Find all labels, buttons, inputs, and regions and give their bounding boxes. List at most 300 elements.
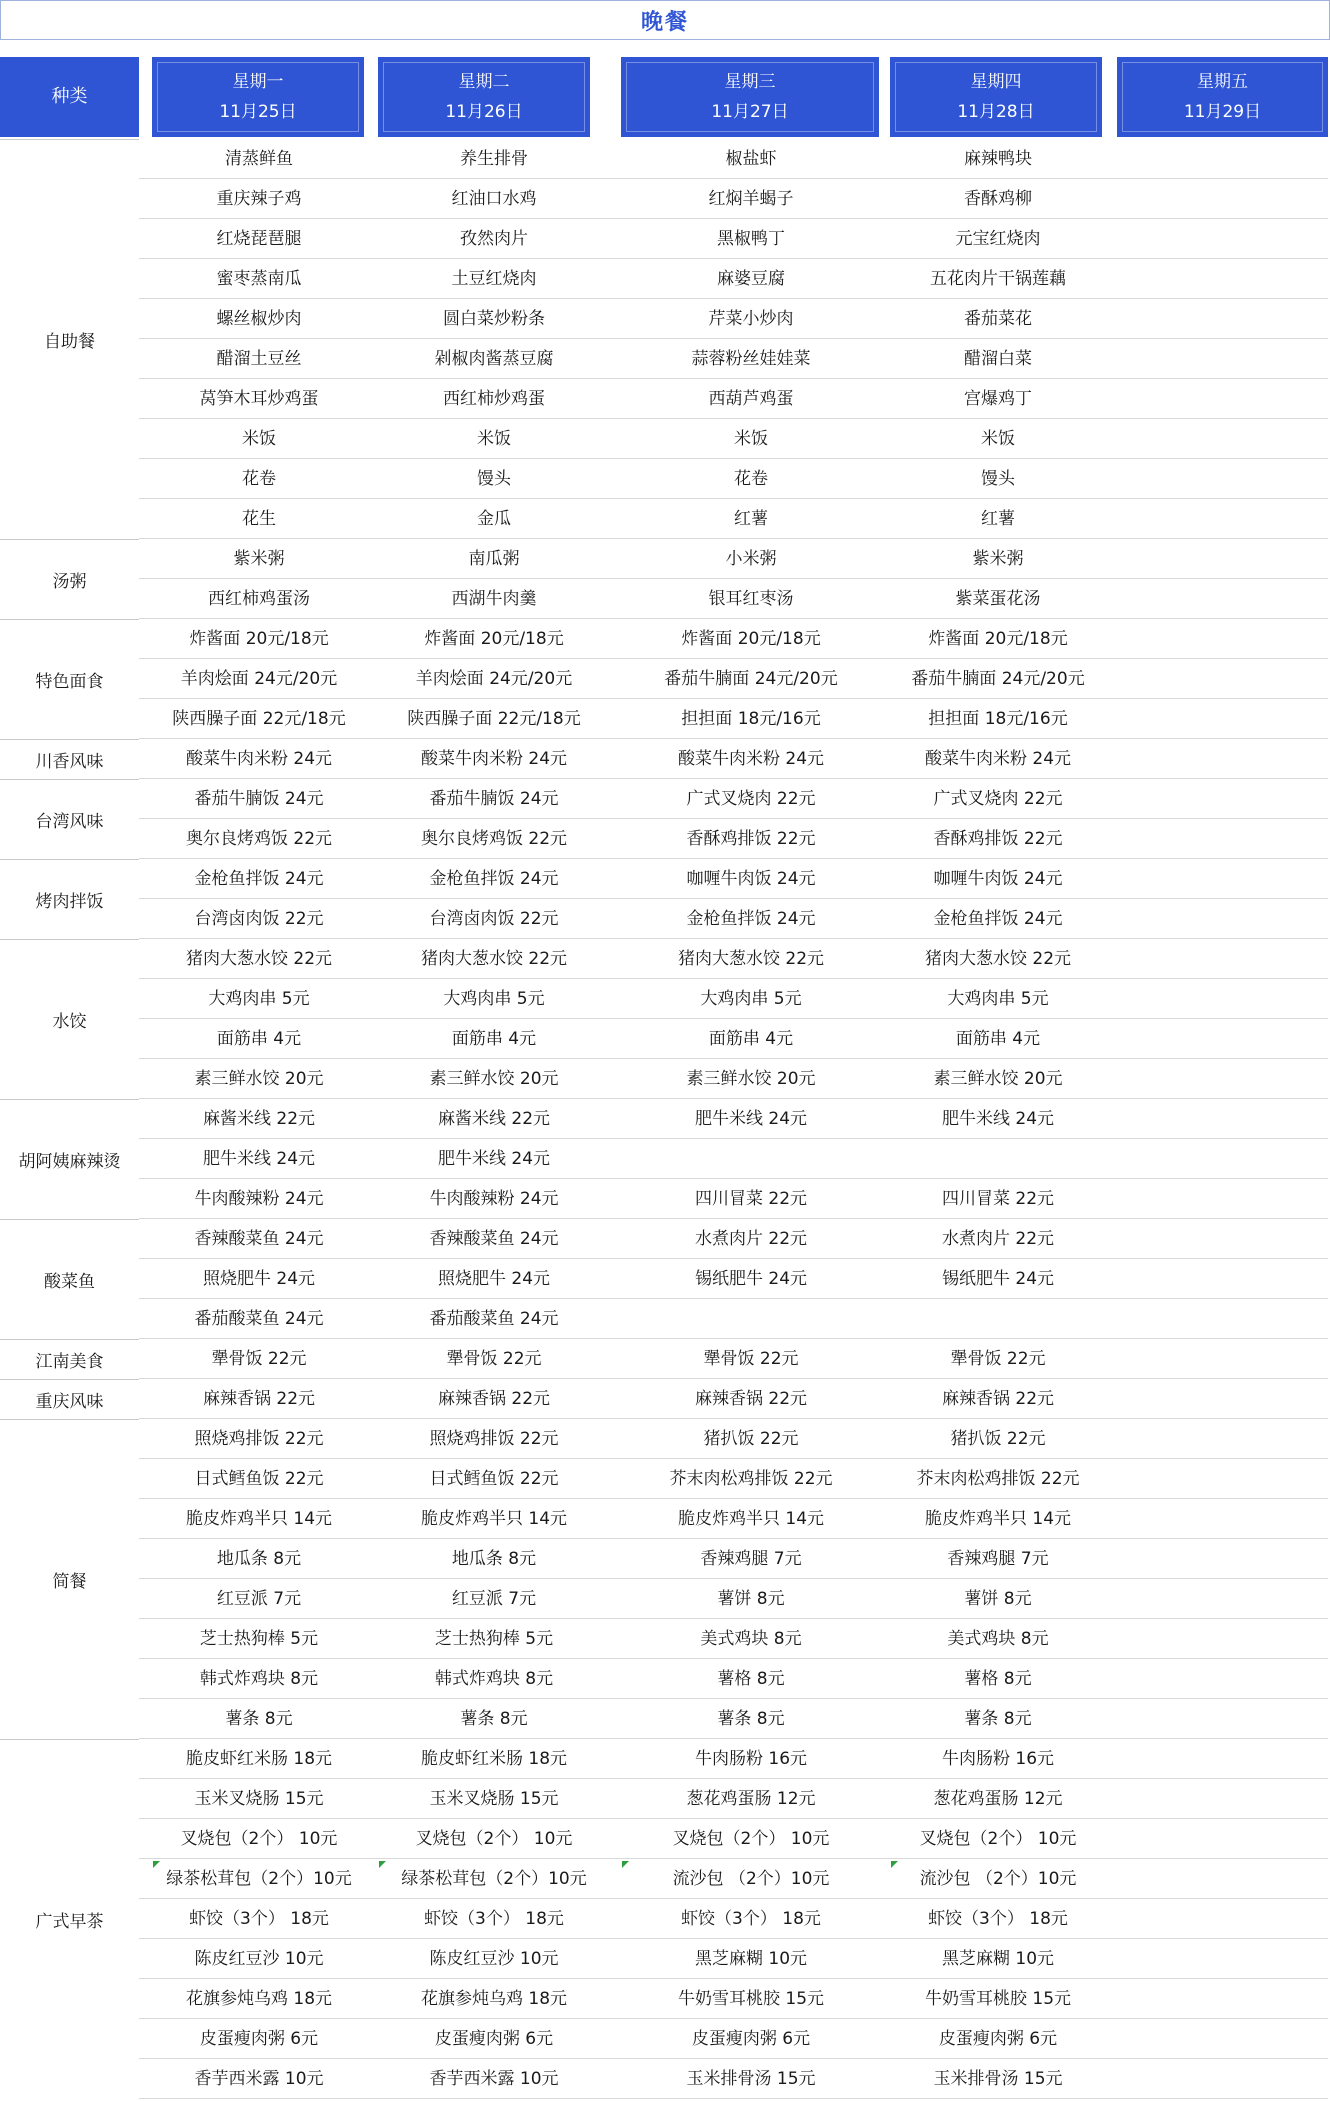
menu-cell-day-1: 金枪鱼拌饭 24元	[194, 869, 324, 889]
header-day-3	[621, 57, 879, 137]
menu-cell-day-1: 绿茶松茸包（2个）10元	[166, 1869, 352, 1889]
menu-cell-day-1: 花旗参炖乌鸡 18元	[185, 1989, 333, 2009]
menu-cell-day-2: 馒头	[477, 469, 511, 489]
menu-cell-day-5	[1092, 619, 1330, 659]
menu-cell-day-3: 蒜蓉粉丝娃娃菜	[691, 349, 811, 369]
page-title: 晚餐	[0, 0, 1330, 40]
menu-cell-day-1: 薯条 8元	[225, 1709, 293, 1729]
table-row	[139, 1939, 1328, 1979]
menu-cell-day-5	[1092, 179, 1330, 219]
menu-cell-day-3: 广式叉烧肉 22元	[686, 789, 816, 809]
category-label: 重庆风味	[0, 1379, 139, 1419]
menu-cell-day-5	[1092, 419, 1330, 459]
menu-cell-day-4	[868, 1299, 1128, 1339]
table-row	[139, 379, 1328, 419]
table-row	[139, 2019, 1328, 2059]
menu-cell-day-1: 叉烧包（2个） 10元	[180, 1829, 338, 1849]
menu-cell-day-2: 犟骨饭 22元	[446, 1349, 542, 1369]
menu-cell-day-4: 广式叉烧肉 22元	[933, 789, 1063, 809]
menu-cell-day-1: 大鸡肉串 5元	[208, 989, 310, 1009]
menu-cell-day-2: 金瓜	[477, 509, 511, 529]
menu-cell-day-2: 花旗参炖乌鸡 18元	[420, 1989, 568, 2009]
menu-cell-day-1: 脆皮虾红米肠 18元	[185, 1749, 333, 1769]
menu-cell-day-4: 香酥鸡柳	[964, 189, 1032, 209]
menu-cell-day-3: 米饭	[734, 429, 768, 449]
menu-cell-day-1: 照烧鸡排饭 22元	[194, 1429, 324, 1449]
table-row	[139, 1499, 1328, 1539]
menu-cell-day-3: 面筋串 4元	[708, 1029, 794, 1049]
menu-cell-day-4: 玉米排骨汤 15元	[933, 2069, 1063, 2089]
comment-flag-icon	[891, 1861, 898, 1868]
header-day-5	[1117, 57, 1328, 137]
menu-cell-day-1: 香芋西米露 10元	[194, 2069, 324, 2089]
table-row	[139, 939, 1328, 979]
menu-cell-day-3: 四川冒菜 22元	[694, 1189, 808, 1209]
menu-cell-day-1: 米饭	[242, 429, 276, 449]
menu-cell-day-2: 羊肉烩面 24元/20元	[415, 669, 573, 689]
table-row	[139, 299, 1328, 339]
menu-cell-day-3: 担担面 18元/16元	[681, 709, 821, 729]
menu-cell-day-3: 薯条 8元	[717, 1709, 785, 1729]
menu-cell-day-4: 番茄牛腩面 24元/20元	[911, 669, 1085, 689]
menu-cell-day-4: 肥牛米线 24元	[941, 1109, 1055, 1129]
menu-cell-day-1: 炸酱面 20元/18元	[189, 629, 329, 649]
menu-cell-day-1: 清蒸鲜鱼	[225, 149, 293, 169]
menu-cell-day-2: 番茄牛腩饭 24元	[429, 789, 559, 809]
header-category	[0, 57, 139, 137]
menu-cell-day-4	[868, 1139, 1128, 1179]
menu-cell-day-5	[1092, 1499, 1330, 1539]
menu-cell-day-1: 紫米粥	[233, 549, 285, 569]
menu-cell-day-3: 薯格 8元	[717, 1669, 785, 1689]
table-row	[139, 1019, 1328, 1059]
menu-cell-day-4: 叉烧包（2个） 10元	[919, 1829, 1077, 1849]
menu-cell-day-1: 醋溜土豆丝	[216, 349, 302, 369]
menu-cell-day-5	[1092, 1699, 1330, 1739]
menu-cell-day-1: 芝士热狗棒 5元	[199, 1629, 319, 1649]
menu-cell-day-3: 薯饼 8元	[717, 1589, 785, 1609]
menu-cell-day-3: 麻辣香锅 22元	[694, 1389, 808, 1409]
table-row	[139, 1779, 1328, 1819]
table-row	[139, 259, 1328, 299]
menu-cell-day-4: 犟骨饭 22元	[950, 1349, 1046, 1369]
table-row	[139, 699, 1328, 739]
menu-cell-day-3: 炸酱面 20元/18元	[681, 629, 821, 649]
table-row	[139, 499, 1328, 539]
menu-cell-day-3: 芥末肉松鸡排饭 22元	[669, 1469, 833, 1489]
table-row	[139, 579, 1328, 619]
menu-cell-day-4: 流沙包 （2个）10元	[919, 1869, 1077, 1889]
table-row	[139, 1379, 1328, 1419]
menu-cell-day-4: 牛肉肠粉 16元	[941, 1749, 1055, 1769]
menu-cell-day-2: 日式鳕鱼饭 22元	[429, 1469, 559, 1489]
menu-cell-day-1: 香辣酸菜鱼 24元	[194, 1229, 324, 1249]
menu-cell-day-2: 养生排骨	[460, 149, 528, 169]
table-row	[139, 619, 1328, 659]
menu-cell-day-5	[1092, 1819, 1330, 1859]
menu-cell-day-2: 圆白菜炒粉条	[443, 309, 545, 329]
table-row	[139, 739, 1328, 779]
menu-cell-day-5	[1092, 259, 1330, 299]
menu-cell-day-3: 黑椒鸭丁	[717, 229, 785, 249]
menu-cell-day-4: 酸菜牛肉米粉 24元	[924, 749, 1072, 769]
category-label: 简餐	[0, 1419, 139, 1739]
header-date: 11月26日	[445, 102, 523, 122]
menu-cell-day-3	[621, 1299, 881, 1339]
menu-cell-day-3: 红薯	[734, 509, 768, 529]
table-row	[139, 1179, 1328, 1219]
menu-cell-day-3: 牛奶雪耳桃胶 15元	[677, 1989, 825, 2009]
menu-cell-day-3: 虾饺（3个） 18元	[681, 1909, 821, 1929]
menu-cell-day-5	[1092, 739, 1330, 779]
table-row	[139, 339, 1328, 379]
menu-cell-day-2: 香辣酸菜鱼 24元	[429, 1229, 559, 1249]
menu-cell-day-4: 五花肉片干锅莲藕	[930, 269, 1066, 289]
menu-cell-day-5	[1092, 1659, 1330, 1699]
menu-cell-day-5	[1092, 699, 1330, 739]
menu-cell-day-2: 南瓜粥	[468, 549, 520, 569]
header-day-4	[890, 57, 1102, 137]
menu-cell-day-5	[1092, 579, 1330, 619]
menu-cell-day-1: 红豆派 7元	[216, 1589, 302, 1609]
menu-cell-day-5	[1092, 299, 1330, 339]
menu-cell-day-4: 猪肉大葱水饺 22元	[924, 949, 1072, 969]
comment-flag-icon	[622, 1861, 629, 1868]
menu-cell-day-5	[1092, 1139, 1330, 1179]
table-row	[139, 899, 1328, 939]
menu-cell-day-2: 孜然肉片	[460, 229, 528, 249]
category-label: 水饺	[0, 939, 139, 1099]
menu-cell-day-4: 脆皮炸鸡半只 14元	[924, 1509, 1072, 1529]
menu-cell-day-3: 美式鸡块 8元	[700, 1629, 802, 1649]
menu-cell-day-3: 麻婆豆腐	[717, 269, 785, 289]
menu-cell-day-2: 脆皮炸鸡半只 14元	[420, 1509, 568, 1529]
menu-cell-day-5	[1092, 779, 1330, 819]
menu-cell-day-2: 番茄酸菜鱼 24元	[429, 1309, 559, 1329]
menu-cell-day-4: 红薯	[981, 509, 1015, 529]
menu-cell-day-5	[1092, 539, 1330, 579]
category-label: 汤粥	[0, 539, 139, 619]
menu-cell-day-2: 炸酱面 20元/18元	[424, 629, 564, 649]
menu-cell-day-1: 韩式炸鸡块 8元	[199, 1669, 319, 1689]
menu-cell-day-4: 皮蛋瘦肉粥 6元	[938, 2029, 1058, 2049]
menu-cell-day-2: 西湖牛肉羹	[451, 589, 537, 609]
menu-cell-day-2: 大鸡肉串 5元	[443, 989, 545, 1009]
menu-cell-day-3: 锡纸肥牛 24元	[694, 1269, 808, 1289]
menu-cell-day-5	[1092, 939, 1330, 979]
menu-cell-day-5	[1092, 1779, 1330, 1819]
header-day-1	[152, 57, 364, 137]
category-label: 台湾风味	[0, 779, 139, 859]
table-row	[139, 2059, 1328, 2099]
menu-cell-day-1: 酸菜牛肉米粉 24元	[185, 749, 333, 769]
menu-cell-day-3: 流沙包 （2个）10元	[672, 1869, 830, 1889]
menu-cell-day-1: 莴笋木耳炒鸡蛋	[199, 389, 319, 409]
menu-cell-day-3: 银耳红枣汤	[708, 589, 794, 609]
menu-cell-day-1: 花生	[242, 509, 276, 529]
menu-cell-day-4: 香辣鸡腿 7元	[947, 1549, 1049, 1569]
menu-cell-day-3: 小米粥	[725, 549, 777, 569]
menu-cell-day-5	[1092, 1419, 1330, 1459]
menu-cell-day-5	[1092, 2019, 1330, 2059]
menu-cell-day-1: 羊肉烩面 24元/20元	[180, 669, 338, 689]
menu-cell-day-4: 麻辣香锅 22元	[941, 1389, 1055, 1409]
menu-cell-day-5	[1092, 659, 1330, 699]
table-row	[139, 1419, 1328, 1459]
menu-cell-day-4: 宫爆鸡丁	[964, 389, 1032, 409]
table-row	[139, 1219, 1328, 1259]
menu-cell-day-1: 花卷	[242, 469, 276, 489]
header-date: 11月27日	[711, 102, 789, 122]
menu-cell-day-1: 玉米叉烧肠 15元	[194, 1789, 324, 1809]
menu-cell-day-3: 牛肉肠粉 16元	[694, 1749, 808, 1769]
menu-cell-day-3: 咖喱牛肉饭 24元	[686, 869, 816, 889]
menu-cell-day-4: 番茄菜花	[964, 309, 1032, 329]
menu-cell-day-5	[1092, 1619, 1330, 1659]
menu-cell-day-1: 素三鲜水饺 20元	[194, 1069, 324, 1089]
menu-cell-day-3: 玉米排骨汤 15元	[686, 2069, 816, 2089]
menu-cell-day-1: 面筋串 4元	[216, 1029, 302, 1049]
menu-cell-day-1: 螺丝椒炒肉	[216, 309, 302, 329]
menu-cell-day-3: 花卷	[734, 469, 768, 489]
menu-cell-day-1: 照烧肥牛 24元	[202, 1269, 316, 1289]
table-row	[139, 1459, 1328, 1499]
menu-cell-day-1: 陈皮红豆沙 10元	[194, 1949, 324, 1969]
menu-cell-day-4: 虾饺（3个） 18元	[928, 1909, 1068, 1929]
menu-cell-day-4: 醋溜白菜	[964, 349, 1032, 369]
menu-cell-day-1: 地瓜条 8元	[216, 1549, 302, 1569]
menu-cell-day-4: 葱花鸡蛋肠 12元	[933, 1789, 1063, 1809]
menu-cell-day-5	[1092, 1859, 1330, 1899]
table-row	[139, 1139, 1328, 1179]
menu-cell-day-3: 猪扒饭 22元	[703, 1429, 799, 1449]
menu-cell-day-4: 香酥鸡排饭 22元	[933, 829, 1063, 849]
menu-cell-day-2: 陈皮红豆沙 10元	[429, 1949, 559, 1969]
menu-cell-day-5	[1092, 1179, 1330, 1219]
table-row	[139, 1259, 1328, 1299]
menu-cell-day-3: 猪肉大葱水饺 22元	[677, 949, 825, 969]
menu-cell-day-3: 犟骨饭 22元	[703, 1349, 799, 1369]
menu-cell-day-5	[1092, 1459, 1330, 1499]
menu-cell-day-1: 虾饺（3个） 18元	[189, 1909, 329, 1929]
menu-cell-day-2: 土豆红烧肉	[451, 269, 537, 289]
table-row	[139, 139, 1328, 179]
header-weekday: 星期五	[1197, 72, 1248, 92]
menu-cell-day-5	[1092, 499, 1330, 539]
menu-cell-day-5	[1092, 339, 1330, 379]
comment-flag-icon	[153, 1861, 160, 1868]
menu-cell-day-3: 叉烧包（2个） 10元	[672, 1829, 830, 1849]
menu-cell-day-5	[1092, 459, 1330, 499]
table-row	[139, 1539, 1328, 1579]
menu-cell-day-1: 重庆辣子鸡	[216, 189, 302, 209]
menu-cell-day-1: 蜜枣蒸南瓜	[216, 269, 302, 289]
menu-cell-day-4: 元宝红烧肉	[955, 229, 1041, 249]
menu-cell-day-4: 紫米粥	[972, 549, 1024, 569]
menu-cell-day-2: 薯条 8元	[460, 1709, 528, 1729]
menu-cell-day-4: 芥末肉松鸡排饭 22元	[916, 1469, 1080, 1489]
menu-cell-day-5	[1092, 1739, 1330, 1779]
menu-cell-day-2: 牛肉酸辣粉 24元	[429, 1189, 559, 1209]
header-date: 11月28日	[957, 102, 1035, 122]
menu-cell-day-3: 脆皮炸鸡半只 14元	[677, 1509, 825, 1529]
menu-cell-day-4: 素三鲜水饺 20元	[933, 1069, 1063, 1089]
menu-cell-day-4: 米饭	[981, 429, 1015, 449]
menu-cell-day-5	[1092, 1579, 1330, 1619]
menu-cell-day-2: 素三鲜水饺 20元	[429, 1069, 559, 1089]
menu-cell-day-3: 葱花鸡蛋肠 12元	[686, 1789, 816, 1809]
menu-cell-day-2: 绿茶松茸包（2个）10元	[401, 1869, 587, 1889]
category-label: 川香风味	[0, 739, 139, 779]
menu-cell-day-5	[1092, 1939, 1330, 1979]
table-row	[139, 1299, 1328, 1339]
menu-cell-day-3: 番茄牛腩面 24元/20元	[664, 669, 838, 689]
menu-cell-day-4: 炸酱面 20元/18元	[928, 629, 1068, 649]
category-label: 胡阿姨麻辣烫	[0, 1099, 139, 1219]
menu-cell-day-2: 金枪鱼拌饭 24元	[429, 869, 559, 889]
menu-cell-day-3: 椒盐虾	[725, 149, 777, 169]
header-weekday: 星期一	[232, 72, 284, 92]
table-row	[139, 1859, 1328, 1899]
header-category-label: 种类	[51, 86, 88, 107]
menu-cell-day-3: 西葫芦鸡蛋	[708, 389, 794, 409]
menu-cell-day-5	[1092, 1259, 1330, 1299]
menu-cell-day-2: 香芋西米露 10元	[429, 2069, 559, 2089]
table-row	[139, 1739, 1328, 1779]
table-row	[139, 859, 1328, 899]
menu-cell-day-5	[1092, 979, 1330, 1019]
menu-cell-day-4: 黑芝麻糊 10元	[941, 1949, 1055, 1969]
menu-cell-day-4: 馒头	[981, 469, 1015, 489]
menu-cell-day-5	[1092, 379, 1330, 419]
header-day-2	[378, 57, 590, 137]
comment-flag-icon	[379, 1861, 386, 1868]
menu-cell-day-3: 香酥鸡排饭 22元	[686, 829, 816, 849]
menu-cell-day-4: 紫菜蛋花汤	[955, 589, 1041, 609]
table-row	[139, 179, 1328, 219]
menu-cell-day-2: 照烧肥牛 24元	[437, 1269, 551, 1289]
menu-cell-day-2: 虾饺（3个） 18元	[424, 1909, 564, 1929]
table-row	[139, 1979, 1328, 2019]
header-weekday: 星期四	[970, 72, 1022, 92]
menu-cell-day-1: 西红柿鸡蛋汤	[208, 589, 310, 609]
category-label: 广式早茶	[0, 1739, 139, 2099]
menu-cell-day-4: 锡纸肥牛 24元	[941, 1269, 1055, 1289]
table-row	[139, 1659, 1328, 1699]
menu-cell-day-3: 肥牛米线 24元	[694, 1109, 808, 1129]
table-row	[139, 1819, 1328, 1859]
menu-cell-day-5	[1092, 1059, 1330, 1099]
menu-cell-day-3: 金枪鱼拌饭 24元	[686, 909, 816, 929]
menu-cell-day-4: 四川冒菜 22元	[941, 1189, 1055, 1209]
header-date: 11月25日	[219, 102, 297, 122]
table-row	[139, 1579, 1328, 1619]
menu-cell-day-2: 面筋串 4元	[451, 1029, 537, 1049]
menu-cell-day-1: 肥牛米线 24元	[202, 1149, 316, 1169]
menu-cell-day-1: 猪肉大葱水饺 22元	[185, 949, 333, 969]
menu-cell-day-1: 红烧琵琶腿	[216, 229, 302, 249]
menu-cell-day-5	[1092, 1299, 1330, 1339]
menu-cell-day-4: 薯条 8元	[964, 1709, 1032, 1729]
menu-cell-day-4: 担担面 18元/16元	[928, 709, 1068, 729]
table-row	[139, 1619, 1328, 1659]
menu-cell-day-2: 台湾卤肉饭 22元	[429, 909, 559, 929]
menu-cell-day-2: 剁椒肉酱蒸豆腐	[434, 349, 554, 369]
table-row	[139, 659, 1328, 699]
menu-cell-day-1: 台湾卤肉饭 22元	[194, 909, 324, 929]
table-row	[139, 979, 1328, 1019]
menu-cell-day-5	[1092, 1899, 1330, 1939]
menu-cell-day-2: 红豆派 7元	[451, 1589, 537, 1609]
menu-cell-day-3: 芹菜小炒肉	[708, 309, 794, 329]
menu-cell-day-2: 红油口水鸡	[451, 189, 537, 209]
menu-cell-day-3: 水煮肉片 22元	[694, 1229, 808, 1249]
table-row	[139, 819, 1328, 859]
menu-cell-day-5	[1092, 2059, 1330, 2099]
category-label: 酸菜鱼	[0, 1219, 139, 1339]
header-date: 11月29日	[1183, 102, 1262, 122]
menu-cell-day-3: 香辣鸡腿 7元	[700, 1549, 802, 1569]
table-row	[139, 1339, 1328, 1379]
table-row	[139, 779, 1328, 819]
category-label: 自助餐	[0, 139, 139, 539]
menu-cell-day-3: 黑芝麻糊 10元	[694, 1949, 808, 1969]
menu-cell-day-1: 陕西臊子面 22元/18元	[172, 709, 346, 729]
menu-cell-day-3	[621, 1139, 881, 1179]
menu-cell-day-5	[1092, 1979, 1330, 2019]
menu-cell-day-2: 玉米叉烧肠 15元	[429, 1789, 559, 1809]
menu-cell-day-5	[1092, 1099, 1330, 1139]
menu-cell-day-5	[1092, 819, 1330, 859]
menu-cell-day-5	[1092, 1379, 1330, 1419]
menu-cell-day-2: 叉烧包（2个） 10元	[415, 1829, 573, 1849]
menu-cell-day-3: 红焖羊蝎子	[708, 189, 794, 209]
menu-cell-day-4: 面筋串 4元	[955, 1029, 1041, 1049]
table-row	[139, 539, 1328, 579]
menu-cell-day-5	[1092, 899, 1330, 939]
menu-cell-day-4: 美式鸡块 8元	[947, 1629, 1049, 1649]
menu-cell-day-5	[1092, 219, 1330, 259]
category-label: 烤肉拌饭	[0, 859, 139, 939]
menu-cell-day-5	[1092, 139, 1330, 179]
menu-cell-day-2: 芝士热狗棒 5元	[434, 1629, 554, 1649]
menu-cell-day-2: 米饭	[477, 429, 511, 449]
menu-cell-day-2: 肥牛米线 24元	[437, 1149, 551, 1169]
menu-cell-day-2: 奥尔良烤鸡饭 22元	[420, 829, 568, 849]
table-row	[139, 1699, 1328, 1739]
menu-cell-day-1: 奥尔良烤鸡饭 22元	[185, 829, 333, 849]
menu-cell-day-2: 麻辣香锅 22元	[437, 1389, 551, 1409]
menu-cell-day-2: 麻酱米线 22元	[437, 1109, 551, 1129]
menu-cell-day-3: 皮蛋瘦肉粥 6元	[691, 2029, 811, 2049]
menu-cell-day-4: 薯格 8元	[964, 1669, 1032, 1689]
menu-cell-day-5	[1092, 859, 1330, 899]
menu-cell-day-1: 麻酱米线 22元	[202, 1109, 316, 1129]
menu-cell-day-5	[1092, 1219, 1330, 1259]
table-row	[139, 419, 1328, 459]
menu-cell-day-2: 地瓜条 8元	[451, 1549, 537, 1569]
table-row	[139, 1099, 1328, 1139]
menu-cell-day-2: 皮蛋瘦肉粥 6元	[434, 2029, 554, 2049]
category-label: 江南美食	[0, 1339, 139, 1379]
menu-cell-day-2: 酸菜牛肉米粉 24元	[420, 749, 568, 769]
menu-cell-day-1: 皮蛋瘦肉粥 6元	[199, 2029, 319, 2049]
table-row	[139, 1899, 1328, 1939]
table-row	[139, 459, 1328, 499]
menu-cell-day-1: 番茄牛腩饭 24元	[194, 789, 324, 809]
table-row	[139, 219, 1328, 259]
menu-cell-day-1: 麻辣香锅 22元	[202, 1389, 316, 1409]
